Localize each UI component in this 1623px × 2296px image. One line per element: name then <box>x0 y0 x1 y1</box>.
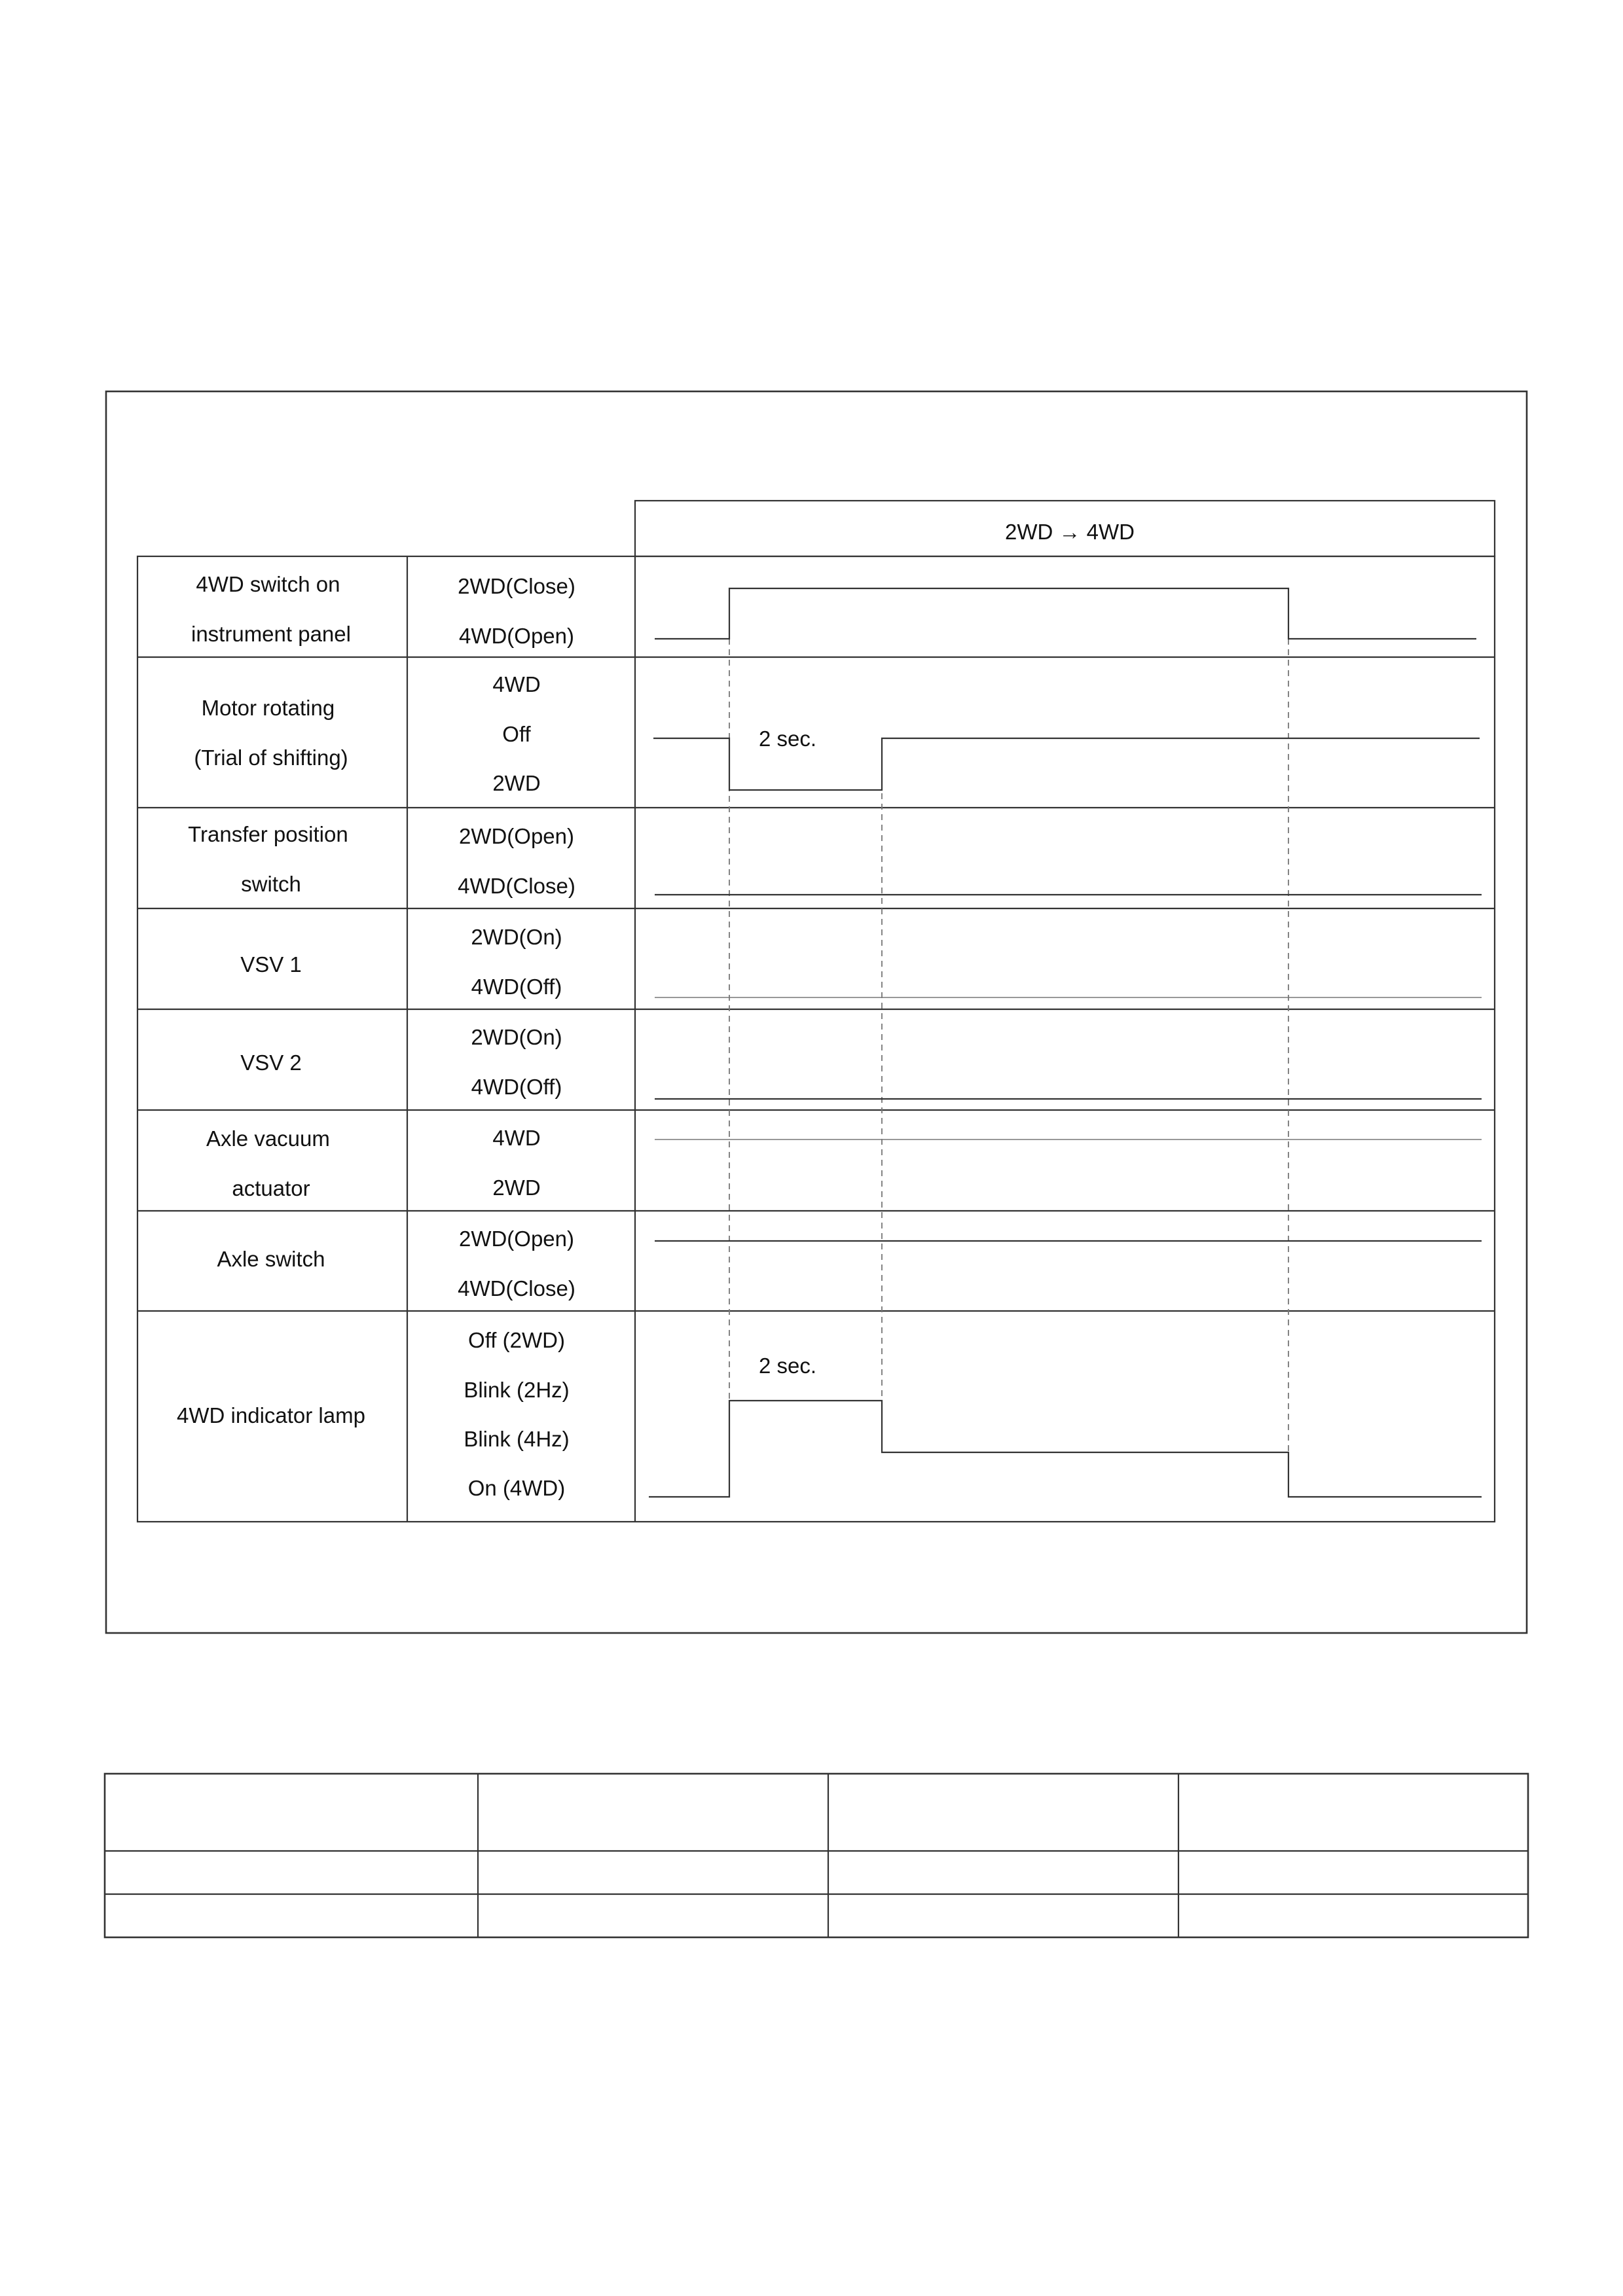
transition-header: 2WD → 4WD <box>1005 520 1135 544</box>
state-label: Blink (2Hz) <box>464 1378 570 1402</box>
signal-name-axle-switch: Axle switch <box>217 1247 325 1271</box>
state-label: Blink (4Hz) <box>464 1427 570 1451</box>
state-label: 4WD <box>492 672 541 696</box>
signal-name-vsv-2: VSV 2 <box>240 1050 302 1075</box>
signal-name-4wd-switch: 4WD switch on instrument panel <box>191 572 351 646</box>
state-label: 4WD <box>492 1126 541 1150</box>
signal-name-transfer-position-switch: Transfer position switch <box>188 822 348 896</box>
state-label: 2WD(On) <box>471 925 562 949</box>
state-label: 4WD(Close) <box>458 1276 575 1300</box>
state-label: 2WD(Open) <box>458 1227 575 1251</box>
state-label: 4WD(Off) <box>471 975 562 999</box>
signal-name-vsv-1: VSV 1 <box>240 952 302 977</box>
waveform-4wd-indicator-lamp <box>649 1401 1482 1497</box>
waveform-4wd-switch <box>655 588 1476 639</box>
state-label: Off <box>502 722 531 746</box>
state-label: 2WD <box>492 771 541 795</box>
duration-label-motor: 2 sec. <box>758 726 817 751</box>
signal-name-4wd-indicator-lamp: 4WD indicator lamp <box>177 1403 365 1427</box>
state-label: 2WD(Open) <box>458 824 575 848</box>
blank-table <box>105 1774 1528 1937</box>
signal-name-motor-rotating: Motor rotating (Trial of shifting) <box>194 696 348 770</box>
state-label: 2WD(On) <box>471 1025 562 1049</box>
state-label: 4WD(Open) <box>458 624 575 648</box>
state-label: On (4WD) <box>467 1476 566 1500</box>
state-label: Off (2WD) <box>468 1328 565 1352</box>
signal-name-axle-vacuum-actuator: Axle vacuum actuator <box>206 1126 330 1200</box>
duration-label-lamp: 2 sec. <box>758 1354 817 1378</box>
state-label: 4WD(Off) <box>471 1075 562 1099</box>
state-label: 4WD(Close) <box>458 874 575 898</box>
state-label: 2WD <box>492 1175 541 1200</box>
state-label: 2WD(Close) <box>458 574 575 598</box>
